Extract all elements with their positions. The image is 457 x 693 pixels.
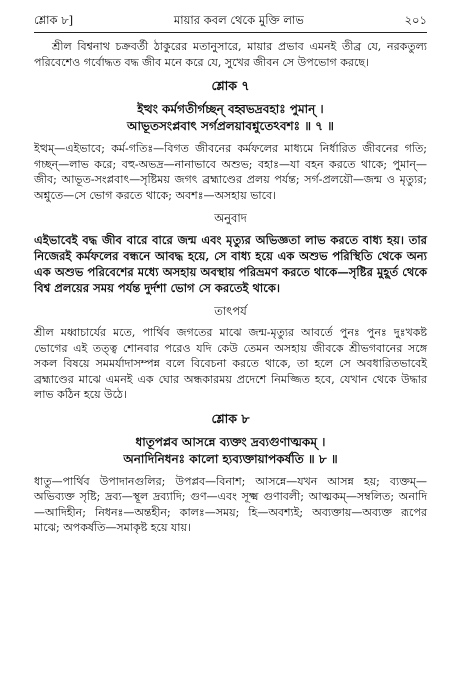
verse-7-translation-title: অনুবাদ: [214, 211, 247, 225]
header-rule: [34, 32, 427, 33]
verse-7-translation: এইভাবেই বদ্ধ জীব বারে বারে জন্ম এবং মৃত্যুর অভিজ্ঞতা লাভ করতে বাধ্য হয়। তার নিজেরই কর্মফলের বন্ধনে আবদ্ধ হয়ে, সে বাধ্য হয়ে এক অশুভ পরিস্থিতি থেকে অন্য এক অশুভ পরিবেশের মধ্যে অসহায় অবস্থায় পরিভ্রমণ করতে থাকে—সৃষ্টির মুহূর্ত থেকে বিশ্ব প্রলয়ের সময় পর্যন্ত দুর্দশা ভোগ সে করতেই থাকে।: [34, 233, 427, 295]
document-page: [34, 12, 427, 536]
verse-8-synonyms: ধাতু—পার্থিব উপাদানগুলির; উপপ্লব—বিনাশ; আসন্নে—যখন আসন্ন হয়; ব্যক্তম্—অভিব্যক্ত সৃষ্টি; দ্রব্য—স্থূল দ্রব্যাদি; গুণ—এবং সূক্ষ্ম গুণাবলী; আত্মকম্—সম্বলিত; অনাদি—আদিহীন; নিধনঃ—অন্তহীন; কালঃ—সময়; হি—অবশ্যই; অব্যক্তায়—অব্যক্ত রূপের মাঝে; অপকর্ষতি—সমাকৃষ্ট হয়ে যায়।: [34, 474, 427, 534]
verse-7-text: [34, 101, 427, 135]
verse-7-synonyms: ইত্থম্—এইভাবে; কর্ম-গতিঃ—বিগত জীবনের কর্মফলের মাধ্যমে নির্ধারিত জীবনের গতি; গচ্ছন্—লাভ করে; বহু-অভদ্র—নানাভাবে অশুভ; বহাঃ—যা বহন করতে থাকে; পুমান্—জীব; আভূত-সংপ্লবাৎ—সৃষ্টিময় জগৎ ব্রহ্মাণ্ডের প্রলয় পর্যন্ত; সর্গ-প্রলয়ৌ—জন্ম ও মৃত্যুর; অশ্নুতে—সে ভোগ করতে থাকে; অবশঃ—অসহায় ভাবে।: [34, 142, 427, 202]
page-header: [34, 12, 427, 30]
header-verse-ref: শ্লোক ৮]: [34, 13, 74, 27]
verse-8-line-2: অনাদিনিধনঃ কালো হ্যব্যক্তায়াপকর্ষতি ॥ ৮ ॥: [123, 451, 338, 466]
header-page-number: ২০১: [404, 13, 427, 27]
verse-7-line-1: ইত্থং কর্মগতীর্গচ্ছন্ বহ্বভদ্রবহাঃ পুমান্ ।: [137, 102, 324, 116]
verse-8-text: [34, 434, 427, 468]
header-chapter-title: মায়ার কবল থেকে মুক্তি লাভ: [173, 13, 304, 27]
verse-7-title: শ্লোক ৭: [211, 78, 250, 93]
verse-7-line-2: আভূতসংপ্লবাৎ সর্গপ্রলয়াবশ্নুতেঽবশঃ ॥ ৭ ॥: [127, 119, 334, 133]
verse-7-purport-title: তাৎপর্য: [214, 304, 247, 318]
verse-7-purport: শ্রীল মধ্বাচার্যের মতে, পার্থিব জগতের মাঝে জন্ম-মৃত্যুর আবর্তে পুনঃ পুনঃ দুঃখকষ্ট ভোগের এই তত্ত্ব শোনবার পরেও যদি কেউ তেমন অসহায় জীবকে শ্রীভগবানের সঙ্গে সকল বিষয়ে সমমর্যাদাসম্পন্ন বলে বিবেচনা করতে থাকে, তা হলে সে অবধারিতভাবেই ব্রহ্মাণ্ডের মাঝে এমনই এক ঘোর অন্ধকারময় প্রদেশে নিমজ্জিত হবে, যেখান থেকে উদ্ধার লাভ কঠিন হয়ে উঠে।: [34, 326, 427, 401]
verse-8-line-1: ধাতূপপ্লব আসন্নে ব্যক্তং দ্রব্যগুণাত্মকম্ ।: [135, 434, 326, 449]
intro-paragraph: শ্রীল বিশ্বনাথ চক্রবর্তী ঠাকুরের মতানুসারে, মায়ার প্রভাব এমনই তীব্র যে, নরকতুল্য পরিবেশেও গর্বোদ্ধত বদ্ধ জীব মনে করে যে, সুখের জীবন সে উপভোগ করছে।: [34, 40, 427, 69]
verse-8-title: শ্লোক ৮: [211, 410, 250, 426]
